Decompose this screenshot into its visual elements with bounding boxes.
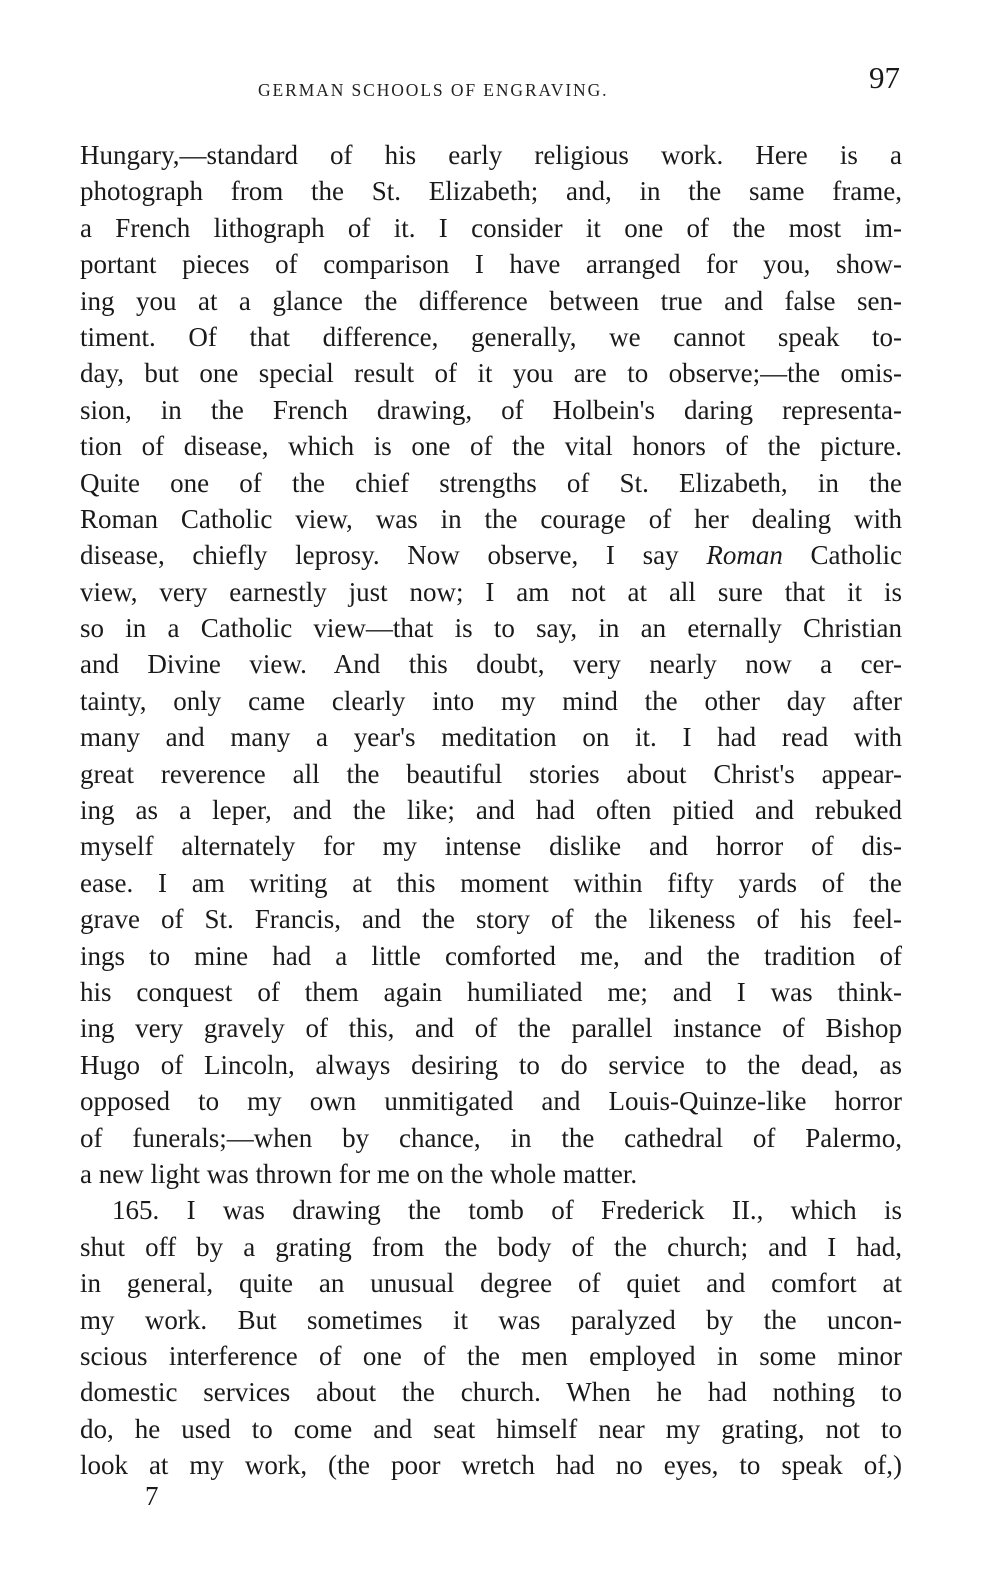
text-line: view, very earnestly just now; I am not at all sure that it is — [80, 576, 902, 607]
text-line-with-italic — [80, 537, 902, 573]
text-line: day, but one special result of it you are to observe;—the omis- — [80, 358, 902, 389]
text-line: look at my work, (the poor wretch had no eyes, to speak of,) — [80, 1450, 902, 1481]
text-line: great reverence all the beautiful stories about Christ's appear- — [80, 758, 902, 789]
text-line: tainty, only came clearly into my mind the other day after — [80, 685, 902, 716]
text-line: ing very gravely of this, and of the parallel instance of Bishop — [80, 1013, 902, 1044]
text-line: ings to mine had a little comforted me, and the tradition of — [80, 940, 902, 971]
text-line: scious interference of one of the men employed in some minor — [80, 1340, 902, 1371]
text-line: myself alternately for my intense dislike and horror of dis- — [80, 831, 902, 862]
text-line: ing you at a glance the difference between true and false sen- — [80, 285, 902, 316]
line-text-tail: Catholic — [782, 540, 903, 571]
text-line: sion, in the French drawing, of Holbein's daring representa- — [80, 394, 902, 425]
text-line: shut off by a grating from the body of the church; and I had, — [80, 1231, 902, 1262]
text-line: my work. But sometimes it was paralyzed by the uncon- — [80, 1304, 902, 1335]
line-text: disease, chiefly leprosy. Now observe, I say — [80, 540, 679, 571]
text-line: photograph from the St. Elizabeth; and, in the same frame, — [80, 176, 902, 207]
page-number: 97 — [869, 60, 900, 95]
text-line: domestic services about the church. When he had nothing to — [80, 1377, 902, 1408]
italic-emphasis: Roman — [706, 540, 783, 571]
text-line: his conquest of them again humiliated me; and I was think- — [80, 976, 902, 1007]
text-line: do, he used to come and seat himself near my grating, not to — [80, 1413, 902, 1444]
text-line: Roman Catholic view, was in the courage of her dealing with — [80, 503, 902, 534]
text-line: tion of disease, which is one of the vital honors of the picture. — [80, 431, 902, 462]
text-line: ease. I am writing at this moment within fifty yards of the — [80, 867, 902, 898]
text-line: grave of St. Francis, and the story of the likeness of his feel- — [80, 904, 902, 935]
text-line: ing as a leper, and the like; and had often pitied and rebuked — [80, 795, 902, 826]
text-line: so in a Catholic view—that is to say, in an eternally Christian — [80, 613, 902, 644]
signature-mark: 7 — [145, 1481, 159, 1511]
text-line: Hungary,—standard of his early religious work. Here is a — [80, 140, 902, 170]
text-line: in general, quite an unusual degree of quiet and comfort at — [80, 1268, 902, 1299]
text-line: Hugo of Lincoln, always desiring to do service to the dead, as — [80, 1049, 902, 1080]
paragraph-last-line: a new light was thrown for me on the whole matter. — [80, 1158, 638, 1189]
text-line: of funerals;—when by chance, in the cathedral of Palermo, — [80, 1122, 902, 1153]
text-line: portant pieces of comparison I have arranged for you, show- — [80, 249, 902, 280]
paragraph-165-first-line: 165. I was drawing the tomb of Frederick II., which is — [112, 1195, 902, 1226]
text-line: opposed to my own unmitigated and Louis-Quinze-like horror — [80, 1086, 902, 1117]
running-head-title: GERMAN SCHOOLS OF ENGRAVING. — [258, 80, 609, 100]
text-line: Quite one of the chief strengths of St. Elizabeth, in the — [80, 467, 902, 498]
text-line: timent. Of that difference, generally, we cannot speak to- — [80, 321, 902, 352]
text-line: a French lithograph of it. I consider it one of the most im- — [80, 212, 902, 243]
text-line: and Divine view. And this doubt, very nearly now a cer- — [80, 649, 902, 680]
text-line: many and many a year's meditation on it. I had read with — [80, 722, 902, 753]
body-text — [80, 137, 902, 1483]
